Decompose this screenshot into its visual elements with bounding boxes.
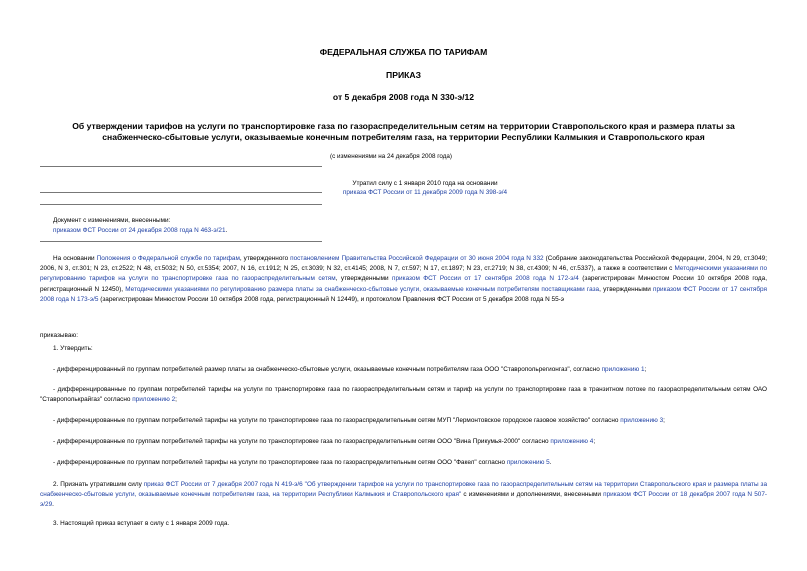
basis-text: (зарегистрирован Минюстом России 10 октября 2008 года, регистрационный N 12449), и протоколом Правления ФСТ России от 5 декабря 2008 года N 55-э: [98, 295, 565, 303]
paragraph-3: 3. Настоящий приказ вступает в силу с 1 января 2009 года.: [53, 520, 230, 527]
divider: [40, 241, 322, 242]
basis-text: , утвержденными: [335, 275, 393, 283]
appendix-1-link[interactable]: приложению 1: [601, 366, 645, 373]
repealed-order-link[interactable]: приказ ФСТ России от 7 декабря 2007 года N 419-э/6 "Об утверждении тарифов на услуги по транспортировке газа по газораспределительным сетям на территории Ставропольского края и размера платы за снабженческо-сбытовые услуги, оказываемые конечным потребителям газа, на территории Республики Калмыкия и Ставропольского края": [40, 481, 767, 499]
list-item: - дифференцированный по группам потребителей размер платы за снабженческо-сбытовые услуги, оказываемые конечным потребителям газа ООО "Ставропольрегионгаз", согласно приложению 1;: [53, 366, 647, 373]
doc-type-heading: ПРИКАЗ: [386, 70, 421, 80]
appendix-4-link[interactable]: приложению 4: [550, 438, 594, 445]
appendix-3-link[interactable]: приложению 3: [620, 417, 664, 424]
appendix-2-link[interactable]: приложению 2: [132, 396, 176, 404]
basis-text: (Собрание законодательства Российской Федерации, 2004, N 29, ст.3049; 2006, N 3, ст.301; N 23, ст.2522; N 48, ст.5032; N 50, ст.5354; 2007, N 16, ст.1912; N 25, ст.3039; N 32, ст.4145; 2008, N 7, ст.597; N 17, ст.1897; N 23, ст.2719; N 38, ст.4309; N 46, ст.5337), а также в соответствии с: [40, 255, 767, 273]
divider: [40, 192, 322, 193]
list-item: - дифференцированные по группам потребителей тарифы на услуги по транспортировке газа по газораспределительным сетям ООО "Вина Прикумья-2000" согласно приложению 4;: [53, 438, 596, 445]
appendix-5-link[interactable]: приложению 5: [506, 459, 550, 466]
date-number-heading: от 5 декабря 2008 года N 330-э/12: [332, 92, 475, 102]
paragraph-2: 2. Признать утратившим силу приказ ФСТ России от 7 декабря 2007 года N 419-э/6 "Об утверждении тарифов на услуги по транспортировке газа по газораспределительным сетям на территории Ставропольского края и размера платы за снабженческо-сбытовые услуги, оказываемые конечным потребителям газа, на территории Республики Калмыкия и Ставропольского края" с изменениями и дополнениями, внесенными приказом ФСТ России от 18 декабря 2007 года N 507-э/29.: [40, 481, 768, 509]
basis-text: , утвержденными: [599, 285, 654, 293]
basis-text: , утвержденного: [239, 255, 291, 262]
orders-label: приказываю:: [40, 332, 78, 339]
methodology-fee-link[interactable]: Методическими указаниями по регулированию размера платы за снабженческо-сбытовые услуги, оказываемые конечным потребителям поставщиками газа: [125, 285, 600, 293]
amendment-link[interactable]: приказом ФСТ России от 24 декабря 2008 года N 463-э/21: [53, 227, 226, 234]
basis-paragraph: [40, 254, 767, 305]
lost-force-link[interactable]: приказа ФСТ России от 11 декабря 2009 года N 398-э/4: [342, 189, 508, 196]
basis-text: (зарегистрирован Минюстом России 10 октября 2008 года, регистрационный N 12450),: [40, 275, 767, 293]
basis-text: На основании: [53, 255, 97, 262]
agency-heading: ФЕДЕРАЛЬНАЯ СЛУЖБА ПО ТАРИФАМ: [319, 47, 488, 57]
list-item: - дифференцированные по группам потребителей тарифы на услуги по транспортировке газа по газораспределительным сетям ООО "Факел" согласно приложению 5.: [53, 459, 552, 466]
lost-force-text: Утратил силу с 1 января 2010 года на основании: [352, 180, 498, 187]
order-507-link[interactable]: приказом ФСТ России от 18 декабря 2007 года N 507-э/29: [40, 491, 768, 509]
approve-label: 1. Утвердить:: [53, 345, 93, 352]
changes-note: (с изменениями на 24 декабря 2008 года): [330, 153, 453, 160]
methodology-link[interactable]: Методическими указаниями по регулированию тарифов на услуги по транспортировке газа по газораспределительным сетям: [40, 265, 767, 283]
amendments-label: Документ с изменениями, внесенными:: [53, 217, 171, 224]
list-item: - дифференцированные по группам потребителей тарифы на услуги по транспортировке газа по газораспределительным сетям МУП "Лермонтовское городское газовое хозяйство" согласно приложению 3;: [53, 417, 665, 424]
amendments-note: [53, 216, 227, 236]
amendment-end: .: [225, 227, 228, 234]
government-decree-link[interactable]: постановлением Правительства Российской Федерации от 30 июня 2004 года N 332: [290, 255, 544, 262]
divider: [40, 166, 322, 167]
divider: [40, 204, 322, 205]
order-173-link[interactable]: приказом ФСТ России от 17 сентября 2008 года N 173-э/5: [40, 285, 767, 303]
regulation-link[interactable]: Положения о Федеральной службе по тарифам: [96, 255, 240, 262]
order-172-link[interactable]: приказом ФСТ России от 17 сентября 2008 года N 172-э/4: [392, 275, 579, 283]
lost-force-note: [325, 179, 525, 197]
document-title: Об утверждении тарифов на услуги по транспортировке газа по газораспределительным сетям на территории Ставропольского края и размера платы за снабженческо-сбытовые услуги, оказываемые конечным потребителям газа, на территории Республики Калмыкия и Ставропольского края: [72, 121, 735, 143]
list-item: - дифференцированные по группам потребителей тарифы на услуги по транспортировке газа по газораспределительным сетям и тариф на услуги по транспортировке газа в транзитном потоке по газораспределительным сетям ОАО "Ставрополькрайгаз" согласно приложению 2;: [40, 386, 767, 404]
